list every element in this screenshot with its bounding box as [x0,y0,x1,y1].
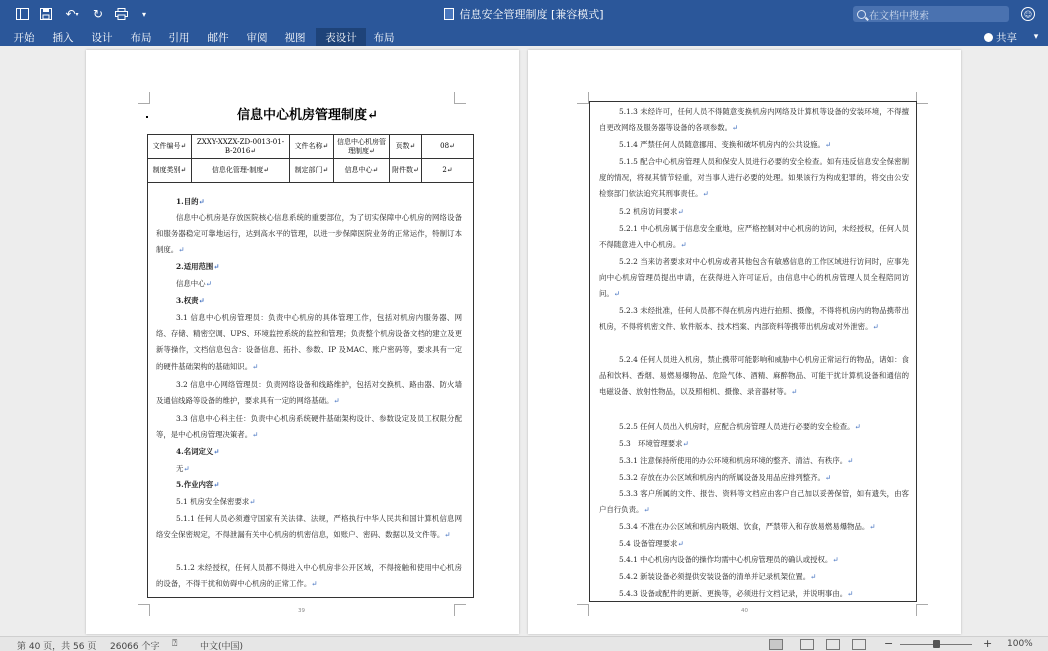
paragraph-text: 1.目的 [176,197,199,206]
table-row [148,159,474,183]
paragraph-mark-icon: ↵ [847,456,854,465]
paragraph-text: 5.2.3 未经批准，任何人员都不得在机房内进行拍照、摄像，不得将机房内的物品携带出机房，不得将机密文件、软件版本、技术档案、内部资料等携带出机房或对外泄密。 [599,306,909,332]
paragraph-text: 5.1.1 任何人员必须遵守国家有关法律、法规，严格执行中华人民共和国计算机信息网络安全保密规定，不得泄漏有关中心机房的机密信息，如账户、密码、数据以及文件等。 [156,514,462,540]
paragraph-mark-icon: ↵ [178,245,185,255]
paragraph-text: 5.2 机房访问要求 [619,207,678,216]
paragraph-mark-icon: ↵ [732,123,739,133]
margin-corner-mark [138,604,150,616]
paragraph[interactable] [156,494,462,510]
margin-corner-mark [916,92,928,104]
paragraph-text: 2.适用范围 [176,262,214,271]
paragraph[interactable] [599,254,909,303]
paragraph-text: 5.1.4 严禁任何人员随意挪用、变换和破坏机房内的公共设施。 [619,140,825,149]
table-cell[interactable]: 制度类别↵ [148,159,192,183]
paragraph[interactable] [156,259,462,275]
draft-view-button[interactable] [852,639,866,650]
table-cell[interactable]: 文件编号↵ [148,135,192,159]
paragraph-mark-icon: ↵ [682,439,689,448]
title-bar [0,0,1048,28]
paragraph-mark-icon: ↵ [869,522,876,531]
tab-insert[interactable]: 插入 [52,31,74,44]
margin-corner-mark [577,604,589,616]
paragraph-text: 5.1.3 未经许可，任何人员不得随意变换机房内网络及计算机等设备的安装环境，不得擅自更改网络及服务器等设备的各项参数。 [599,107,909,133]
document-heading[interactable]: 信息中心机房管理制度↵ [237,108,378,123]
page-count[interactable]: 第 40 页，共 56 页 [17,642,97,651]
paragraph[interactable] [599,470,909,486]
paragraph[interactable] [599,436,909,452]
search-placeholder: 在文档中搜索 [869,10,929,22]
tab-home[interactable]: 开始 [13,31,35,44]
margin-corner-mark [138,92,150,104]
paragraph[interactable] [156,377,462,409]
page-number: 39 [298,608,305,614]
paragraph-text: 5.3.2 存放在办公区域和机房内的所属设备及用品应排列整齐。 [619,473,825,482]
tab-review[interactable]: 审阅 [246,31,268,44]
redo-icon[interactable]: ↻ [92,7,104,21]
document-icon [444,8,454,20]
table-cell[interactable]: 信息中心↵ [334,159,390,183]
paragraph-mark-icon: ↵ [702,189,709,199]
paragraph-mark-icon: ↵ [444,530,451,540]
paragraph-mark-icon: ↵ [205,279,212,288]
paragraph-mark-icon: ↵ [680,240,687,250]
print-layout-view-button[interactable] [769,639,783,650]
paragraph-text: 5.4.1 中心机房内设备的操作均需中心机房管理员的确认或授权。 [619,555,833,564]
margin-corner-mark [454,92,466,104]
paragraph[interactable] [599,536,909,552]
paragraph-mark-icon: ↵ [311,579,318,589]
paragraph-text: 3.权责 [176,296,199,305]
paragraph-mark-icon: ↵ [872,322,879,332]
paragraph-text: 3.3 信息中心科主任：负责中心机房系统硬件基础架构设计、参数设定及员工权限分配等，是中心机房管理决策者。 [156,414,462,440]
paragraph-text: 5.4.2 新装设备必须提供安装设备的清单并记录机架位置。 [619,572,811,581]
paragraph-text: 5.2.2 当来访者要求对中心机房或者其他包含有敏感信息的工作区域进行访问时，应事先向中心机房管理员提出申请，在获得进入许可证后，由信息中心的机房管理人员全程陪同访问。 [599,257,909,299]
paragraph[interactable] [156,310,462,375]
margin-corner-mark [577,92,589,104]
paragraph[interactable] [156,210,462,259]
paragraph-text: 5.4 设备管理要求 [619,539,678,548]
paragraph-mark-icon: ↵ [198,296,205,305]
tab-mailings[interactable]: 邮件 [207,31,229,44]
paragraph-mark-icon: ↵ [810,572,817,581]
paragraph[interactable] [156,194,462,210]
paragraph[interactable] [599,303,909,335]
ribbon-tabs [0,28,1048,46]
paragraph-mark-icon: ↵ [252,361,259,371]
paragraph[interactable] [599,137,909,153]
web-layout-view-button[interactable] [800,639,814,650]
table-cell[interactable]: 附件数↵ [390,159,422,183]
paragraph[interactable] [156,444,462,460]
margin-corner-mark [916,604,928,616]
search-input[interactable] [853,6,1009,22]
table-row [148,135,474,159]
paragraph-mark-icon: ↵ [213,262,220,271]
paragraph[interactable] [156,293,462,309]
paragraph-mark-icon: ↵ [643,505,650,515]
tab-table-layout[interactable]: 布局 [373,31,395,44]
table-cell[interactable]: 文件名称↵ [290,135,334,159]
paragraph-text: 5.4.3 设备或配件的更新、更换等，必须进行文档记录，并说明事由。 [619,589,848,598]
paragraph-text: 5.2.1 中心机房属于信息安全重地，应严格控制对中心机房的访问，未经授权，任何人员不得随意进入中心机房。 [599,224,909,250]
zoom-out-button[interactable]: − [884,637,894,650]
paragraph[interactable] [156,461,462,477]
paragraph[interactable] [599,519,909,535]
paragraph-mark-icon: ↵ [198,197,205,206]
paragraph-text: 5.3.3 客户所属的文件、报告、资料等文档应由客户自己加以妥善保管，如有遗失，由客户自行负责。 [599,489,909,515]
table-cell[interactable]: ZXXY-XXZX-ZD-0013-01-B-2016↵ [192,135,290,159]
share-label: 共享 [996,31,1017,44]
paragraph-mark-icon: ↵ [847,589,854,598]
paragraph-mark-icon: ↵ [824,473,832,482]
tab-table-design[interactable]: 表设计 [316,28,366,46]
paragraph-text: 3.1 信息中心机房管理员：负责中心机房的具体管理工作，包括对机房内服务器、网络、存储、精密空调、UPS、环境监控系统的监控和管理；负责整个机房设备文档的建立及更新等操作，文档信息包含：设备信息、拓扑、参数、IP 及MAC、账户密码等，要求具有一定的硬件基础架构的基础知识。 [156,313,462,371]
paragraph-mark-icon: ↵ [677,539,684,548]
paragraph-mark-icon: ↵ [832,555,839,564]
table-cell[interactable]: 信息中心机房管理制度↵ [334,135,390,159]
paragraph-mark-icon: ↵ [252,430,259,440]
paragraph-mark-icon: ↵ [213,447,220,456]
paragraph[interactable] [599,154,909,203]
search-icon [857,10,866,19]
paragraph[interactable] [156,411,462,443]
margin-corner-mark [454,604,466,616]
paragraph[interactable] [599,352,909,401]
paragraph[interactable] [599,486,909,518]
paragraph[interactable] [599,453,909,469]
paragraph-mark-icon: ↵ [613,289,620,299]
outline-view-button[interactable] [826,639,840,650]
paragraph-mark-icon: ↵ [824,140,832,149]
table-cell[interactable]: 制定部门↵ [290,159,334,183]
table-cell[interactable]: 信息化管理-制度↵ [192,159,290,183]
paragraph[interactable] [156,511,462,543]
paragraph-text: 4.名词定义 [176,447,214,456]
paragraph[interactable] [156,276,462,292]
status-bar [0,636,1048,651]
feedback-smiley-icon[interactable]: ☺ [1021,7,1035,21]
paragraph-text: 无 [176,464,184,473]
paragraph-text: 信息中心 [176,279,206,288]
paragraph[interactable] [599,569,909,585]
page-number: 40 [741,608,748,614]
tab-layout[interactable]: 布局 [130,31,152,44]
bullet-dot [146,116,148,118]
paragraph-mark-icon: ↵ [791,387,798,397]
zoom-slider-thumb[interactable] [933,640,940,648]
paragraph[interactable] [599,586,909,602]
zoom-in-button[interactable]: + [983,637,993,650]
paragraph-text: 5.3.1 注意保持所使用的办公环境和机房环境的整齐、清洁、有秩序。 [619,456,848,465]
tab-design[interactable]: 设计 [91,31,113,44]
document-info-table[interactable] [147,134,474,183]
paragraph-text: 5.2.4 任何人员进入机房，禁止携带可能影响和威胁中心机房正常运行的物品，诸如：食品和饮料、香烟、易燃易爆物品、危险气体、酒精、麻醉物品、可能干扰计算机设备和通信的电磁设备、放射性物品，以及照相机、摄像、录音器材等。 [599,355,909,397]
language[interactable]: 中文(中国) [200,642,244,651]
paragraph-text: 5.1 机房安全保密要求 [176,497,250,506]
paragraph-text: 5.1.5 配合中心机房管理人员和保安人员进行必要的安全检查。如有违反信息安全保密制度的情况，将视其情节轻重，对当事人进行必要的处理。如果该行为构成犯罪的，将交由公安检察部门依法追究其刑事责任。 [599,157,909,199]
proofing-icon[interactable]: ⍰ [172,639,178,649]
paragraph-mark-icon: ↵ [677,207,684,216]
paragraph-text: 5.2.5 任何人员出入机房时，应配合机房管理人员进行必要的安全检查。 [619,422,855,431]
table-cell[interactable]: 页数↵ [390,135,422,159]
table-cell[interactable]: 2↵ [422,159,474,183]
paragraph-text: 5.3 环境管理要求 [619,439,683,448]
paragraph-text: 5.作业内容 [176,480,214,489]
paragraph-text: 5.3.4 不准在办公区域和机房内吸烟、饮食，严禁带入和存放易燃易爆物品。 [619,522,870,531]
paragraph-mark-icon: ↵ [249,497,256,506]
paragraph-mark-icon: ↵ [213,480,220,489]
tab-references[interactable]: 引用 [168,31,190,44]
window-title: 信息安全管理制度 [兼容模式] [459,8,604,21]
paragraph-mark-icon: ↵ [183,464,190,473]
undo-icon[interactable]: ↶ ▾ [65,7,79,21]
table-cell[interactable]: 08↵ [422,135,474,159]
paragraph[interactable] [599,419,909,435]
paragraph-text: 5.1.2 未经授权，任何人员都不得进入中心机房非公开区域，不得接触和使用中心机房的设备，不得干扰和妨碍中心机房的正常工作。 [156,563,462,589]
paragraph-text: 信息中心机房是存放医院核心信息系统的重要部位，为了切实保障中心机房的网络设备和服务器稳定可靠地运行，达到高水平的管理，以进一步保障医院业务的正常运作，特制订本制度。 [156,213,462,255]
paragraph-text: 3.2 信息中心网络管理员：负责网络设备和线路维护，包括对交换机、路由器、防火墙及通信线路等设备的维护，要求具有一定的网络基础。 [156,380,462,406]
paragraph[interactable] [599,221,909,253]
paragraph[interactable] [156,560,462,592]
paragraph[interactable] [599,204,909,220]
paragraph-mark-icon: ↵ [333,396,340,406]
tab-view[interactable]: 视图 [284,31,306,44]
customize-icon[interactable]: ▾ [141,9,146,19]
paragraph[interactable] [599,104,909,136]
paragraph-mark-icon: ↵ [854,422,861,431]
share-button[interactable] [984,28,1017,46]
person-icon [984,33,993,42]
paragraph[interactable] [599,552,909,568]
paragraph[interactable] [156,477,462,493]
word-count[interactable]: 26066 个字 [110,642,160,651]
collapse-ribbon-icon[interactable]: ▾ [1033,32,1039,42]
zoom-level[interactable]: 100% [1007,639,1033,649]
